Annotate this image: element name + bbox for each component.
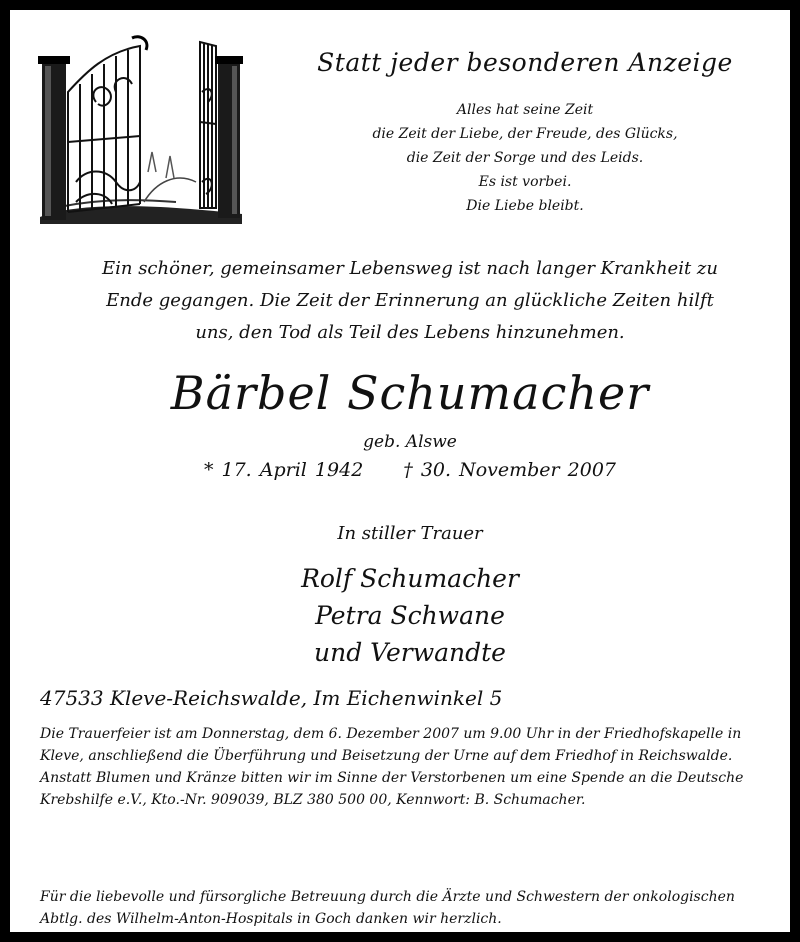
mourning-label: In stiller Trauer (337, 523, 483, 544)
birth-date: * 17. April 1942 (203, 459, 364, 481)
poem (310, 98, 740, 218)
poem-line: die Zeit der Sorge und des Leids. (406, 150, 644, 166)
poem-line: Die Liebe bleibt. (466, 198, 584, 214)
family-address: 47533 Kleve-Reichswalde, Im Eichenwinkel 5 (40, 686, 503, 710)
mourner-name: Rolf Schumacher (301, 564, 519, 593)
poem-line: Alles hat seine Zeit (456, 102, 594, 118)
intro-line: uns, den Tod als Teil des Lebens hinzunehmen. (195, 322, 625, 343)
intro-line: Ein schöner, gemeinsamer Lebensweg ist nach langer Krankheit zu (101, 258, 719, 279)
life-dates (40, 459, 780, 481)
open-gate-icon (36, 32, 246, 227)
mourners-list (40, 560, 780, 671)
thanks-text: Für die liebevolle und fürsorgliche Betreuung durch die Ärzte und Schwestern der onkologischen Abtlg. des Wilhelm-Anton-Hospitals in Goch danken wir herzlich. (40, 889, 735, 927)
deceased-name: Bärbel Schumacher (170, 366, 650, 420)
intro-line: Ende gegangen. Die Zeit der Erinnerung an glückliche Zeiten hilft (106, 290, 714, 311)
intro-text (40, 253, 780, 349)
notice-heading: Statt jeder besonderen Anzeige (317, 48, 733, 77)
poem-line: die Zeit der Liebe, der Freude, des Glücks, (372, 126, 678, 142)
mourner-name: und Verwandte (314, 638, 506, 667)
birth-name: geb. Alswe (363, 432, 457, 452)
mourner-name: Petra Schwane (315, 601, 505, 630)
death-date: † 30. November 2007 (403, 459, 617, 481)
donation-paragraph: Anstatt Blumen und Kränze bitten wir im Sinne der Verstorbenen um eine Spende an die Deutsche Krebshilfe e.V., Kto.-Nr. 909039, BLZ 380 500 00, Kennwort: B. Schumacher. (40, 770, 744, 808)
ceremony-details (40, 723, 780, 811)
poem-line: Es ist vorbei. (478, 174, 572, 190)
ceremony-paragraph: Die Trauerfeier ist am Donnerstag, dem 6. Dezember 2007 um 9.00 Uhr in der Friedhofskapelle in Kleve, anschließend die Überführung und Beisetzung der Urne auf dem Friedhof in Reichswalde. (40, 726, 742, 764)
